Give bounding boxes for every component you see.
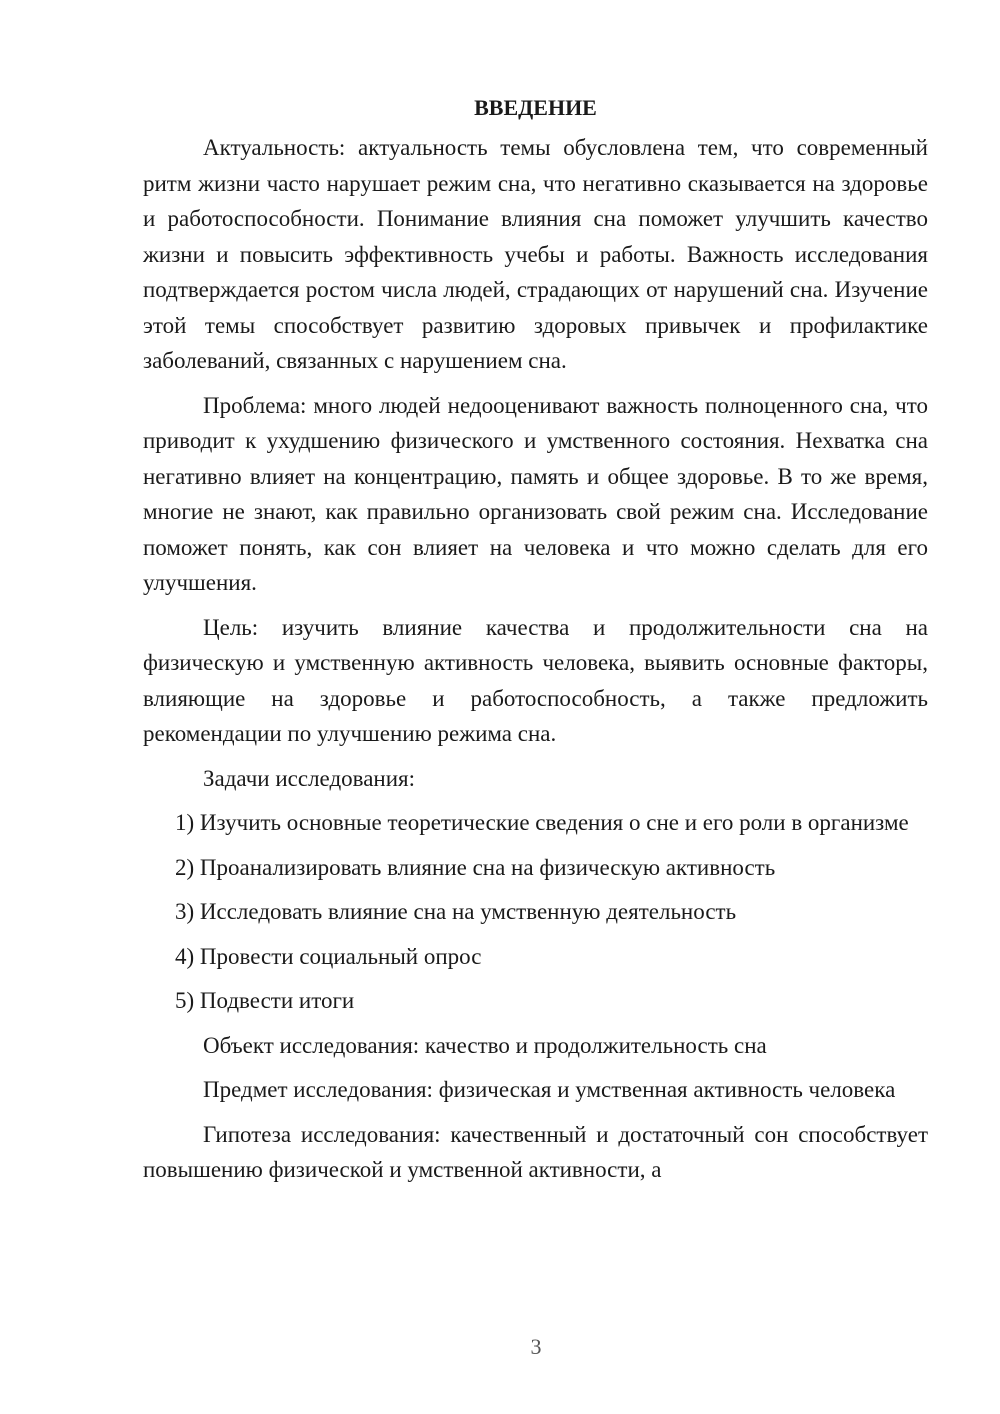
object-paragraph: Объект исследования: качество и продолжительность сна xyxy=(203,1032,767,1058)
problem-paragraph: Проблема: много людей недооценивают важность полноценного сна, что приводит к ухудшению физического и умственного состояния. Нехватка сна негативно влияет на концентрацию, память и общее здоровье. В то же время, многие не знают, как правильно организовать свой режим сна. Исследование поможет понять, как сон влияет на человека и что можно сделать для его улучшения. xyxy=(143,392,928,595)
goal-paragraph: Цель: изучить влияние качества и продолжительности сна на физическую и умственную активность человека, выявить основные факторы, влияющие на здоровье и работоспособность, а также предложить рекомендации по улучшению режима сна. xyxy=(143,614,928,746)
relevance-paragraph: Актуальность: актуальность темы обусловлена тем, что современный ритм жизни часто нарушает режим сна, что негативно сказывается на здоровье и работоспособности. Понимание влияния сна поможет улучшить качество жизни и повысить эффективность учебы и работы. Важность исследования подтверждается ростом числа людей, страдающих от нарушений сна. Изучение этой темы способствует развитию здоровых привычек и профилактике заболеваний, связанных с нарушением сна. xyxy=(143,135,928,373)
task-item: 4) Провести социальный опрос xyxy=(175,943,482,969)
page-number: 3 xyxy=(530,1334,542,1359)
task-item: 5) Подвести итоги xyxy=(175,988,355,1013)
subject-paragraph: Предмет исследования: физическая и умственная активность человека xyxy=(203,1077,896,1102)
task-item: 3) Исследовать влияние сна на умственную деятельность xyxy=(175,899,737,924)
hypothesis-paragraph: Гипотеза исследования: качественный и достаточный сон способствует повышению физической и умственной активности, а xyxy=(143,1121,928,1182)
task-item: 2) Проанализировать влияние сна на физическую активность xyxy=(175,854,776,880)
document-body xyxy=(143,90,928,1188)
tasks-heading: Задачи исследования: xyxy=(203,765,416,791)
task-item: 1) Изучить основные теоретические сведения о сне и его роли в организме xyxy=(175,810,909,835)
page-title: ВВЕДЕНИЕ xyxy=(474,95,597,120)
